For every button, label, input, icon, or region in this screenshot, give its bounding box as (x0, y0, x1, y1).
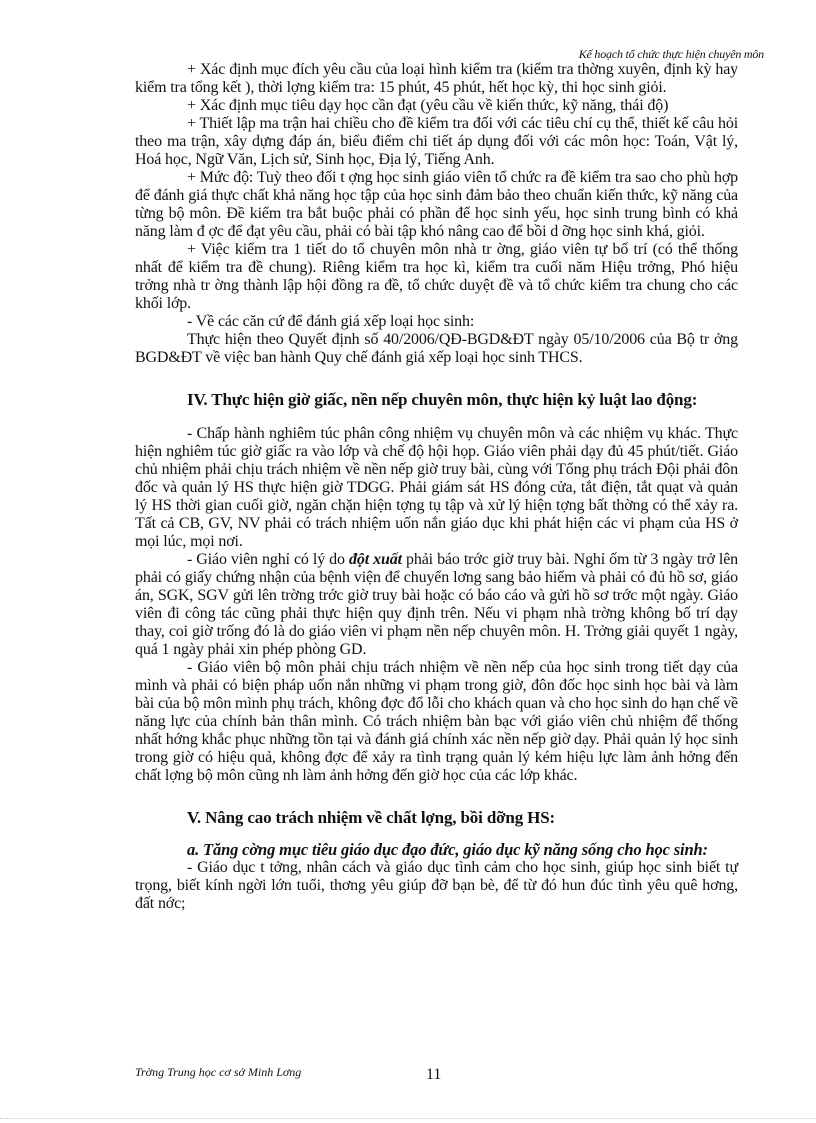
paragraph: - Chấp hành nghiêm túc phân công nhiệm vụ chuyên môn và các nhiệm vụ khác. Thực hiện nghiêm túc giờ giấc ra vào lớp và chế độ hội họp. Giáo viên phải dạy đủ 45 phút/tiết. Giáo chủ nhiệm phải chịu trách nhiệm về nền nếp giờ truy bài, cùng với Tổng phụ trách Đội phải đôn đốc và quản lý HS thực hiện giờ TDGG. Phải giám sát HS đóng cửa, tắt điện, tắt quạt và quản lý HS thời gian cuối giờ, ngăn chặn hiện tợng tụ tập và xử lý hiện tợng bất thờng có thể xảy ra. Tất cả CB, GV, NV phải có trách nhiệm uốn nắn giáo dục khi phát hiện các vi phạm của HS ở mọi lúc, mọi nơi. (135, 425, 738, 550)
paragraph: - Về các căn cứ để đánh giá xếp loại học sinh: (187, 313, 475, 330)
paragraph-text: - Giáo viên nghỉ có lý do (187, 551, 349, 568)
subsection-heading: a. Tăng cờng mục tiêu giáo dục đạo đức, giáo dục kỹ năng sống cho học sinh: (187, 840, 708, 859)
footer-divider (0, 1118, 816, 1119)
paragraph: + Thiết lập ma trận hai chiều cho đề kiểm tra đối với các tiêu chí cụ thể, thiết kế câu hỏi theo ma trận, xây dựng đáp án, biểu điểm chi tiết áp dụng đối với các môn học: Toán, Vật lý, Hoá học, Ngữ Văn, Lịch sử, Sinh học, Địa lý, Tiếng Anh. (135, 115, 738, 168)
paragraph: + Xác định mục tiêu dạy học cần đạt (yêu cầu về kiến thức, kỹ năng, thái độ) (187, 97, 669, 114)
paragraph (135, 551, 738, 659)
paragraph: + Việc kiểm tra 1 tiết do tổ chuyên môn nhà tr ờng, giáo viên tự bố trí (có thể thống nhất để kiểm tra đề chung). Riêng kiểm tra học kì, kiểm tra cuối năm Hiệu trởng, Phó hiệu trởng nhà tr ờng thành lập hội đồng ra đề, tổ chức duyệt đề và tổ chức kiểm tra chung cho các khối lớp. (135, 241, 738, 312)
running-header: Kế hoạch tổ chức thực hiện chuyên môn (578, 47, 764, 61)
page-number: 11 (426, 1066, 442, 1083)
paragraph: - Giáo dục t tởng, nhân cách và giáo dục tình cảm cho học sinh, giúp học sinh biết tự trọng, biết kính ngời lớn tuổi, thơng yêu giúp đỡ bạn bè, để từ đó hun đúc tình yêu quê hơng, đất nớc; (135, 859, 738, 912)
document-body (135, 61, 738, 913)
paragraph: + Mức độ: Tuỳ theo đối t ợng học sinh giáo viên tổ chức ra đề kiểm tra sao cho phù hợp để đánh giá thực chất khả năng học tập của học sinh đảm bảo theo chuẩn kiến thức, kỹ năng của từng bộ môn. Đề kiểm tra bắt buộc phải có phần để học sinh yếu, học sinh trung bình có khả năng làm đ ợc để đạt yêu cầu, phải có bài tập khó nâng cao để bồi d ỡng học sinh khá, giỏi. (135, 169, 738, 240)
emphasis-text: đột xuất (349, 551, 402, 568)
section-heading: V. Nâng cao trách nhiệm về chất lợng, bồi dỡng HS: (187, 808, 556, 827)
section-heading: IV. Thực hiện giờ giấc, nền nếp chuyên môn, thực hiện kỷ luật lao động: (187, 390, 698, 409)
paragraph: Thực hiện theo Quyết định số 40/2006/QĐ-BGD&ĐT ngày 05/10/2006 của Bộ tr ởng BGD&ĐT về việc ban hành Quy chế đánh giá xếp loại học sinh THCS. (135, 331, 738, 366)
footer-school-name: Trờng Trung học cơ sở Minh Lơng (135, 1065, 302, 1079)
paragraph: + Xác định mục đích yêu cầu của loại hình kiểm tra (kiểm tra thờng xuyên, định kỳ hay kiểm tra tổng kết ), thời lợng kiểm tra: 15 phút, 45 phút, hết học kỳ, thi học sinh giỏi. (135, 61, 738, 96)
paragraph-text: phải báo trớc giờ truy bài. Nghỉ ốm từ 3 ngày trở lên phải có giấy chứng nhận của bệnh viện để chuyển lơng sang bảo hiểm và phải có đủ hồ sơ, giáo án, SGK, SGV gửi lên trờng trớc giờ truy bài hoặc có báo cáo và gửi hồ sơ trớc một ngày. Giáo viên đi công tác cũng phải thực hiện quy định trên. Nếu vi phạm nhà trờng không bố trí dạy thay, coi giờ trống đó là do giáo viên vi phạm nền nếp chuyên môn. H. Trởng giải quyết 1 ngày, quá 1 ngày phải xin phép phòng GD. (135, 551, 739, 658)
paragraph: - Giáo viên bộ môn phải chịu trách nhiệm về nền nếp của học sinh trong tiết dạy của mình và phải có biện pháp uốn nắn những vi phạm trong giờ, đôn đốc học sinh học bài và làm bài của bộ môn mình phụ trách, không đợc đổ lỗi cho khách quan và cho học sinh do hạn chế về năng lực của chính bản thân mình. Có trách nhiệm bàn bạc với giáo viên chủ nhiệm để thống nhất hớng khắc phục những tồn tại và đánh giá chính xác nền nếp giờ dạy. Phải quản lý học sinh trong giờ có hiệu quả, không đợc để xảy ra tình trạng quản lý kém hiệu lực làm ảnh hởng đến chất lợng bộ môn cũng nh làm ảnh hởng đến giờ học của các lớp khác. (135, 659, 738, 784)
